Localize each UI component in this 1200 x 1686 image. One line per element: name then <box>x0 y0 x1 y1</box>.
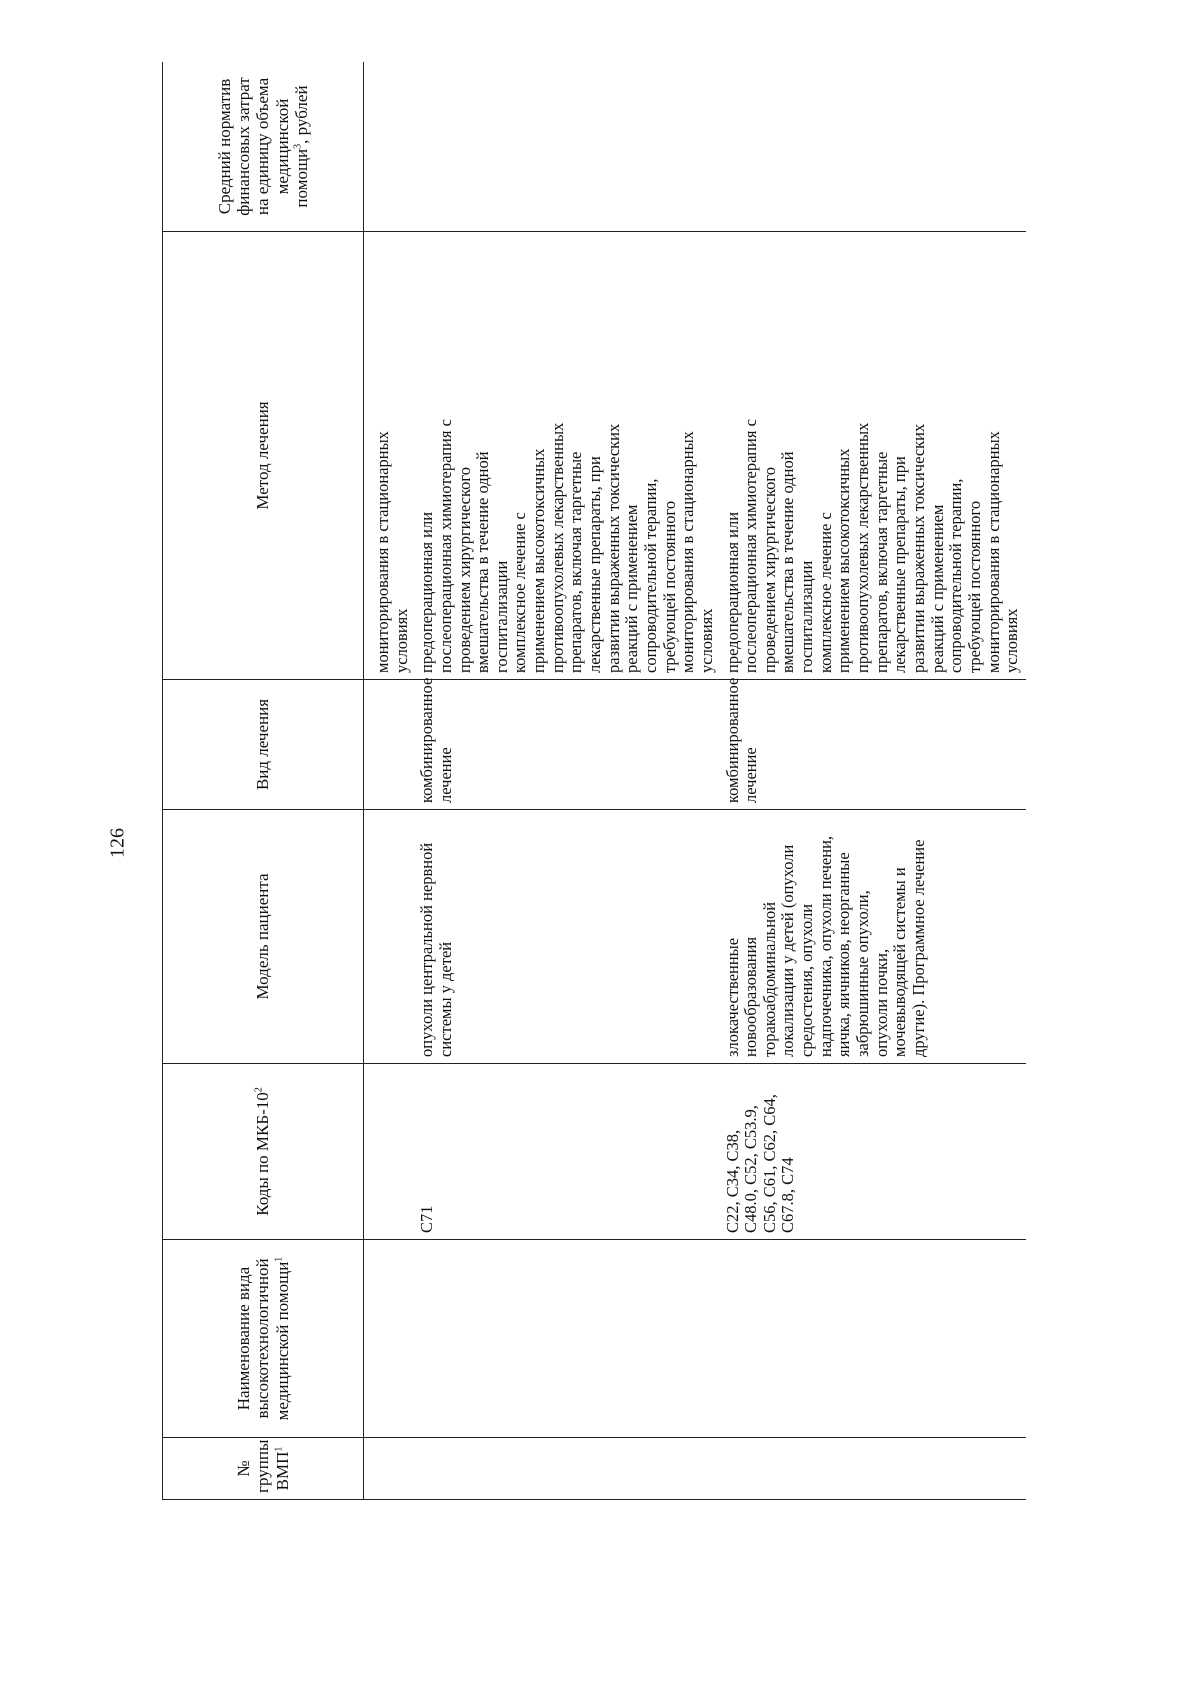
table-wrap <box>162 62 1162 1500</box>
header-row <box>163 62 364 1500</box>
cell-name <box>721 1240 1026 1438</box>
cell-group-no <box>364 1438 416 1500</box>
page-number: 126 <box>106 828 129 858</box>
header-name: Наименование вида высокотехнологичной медицинской помощи$^1$ <box>163 1240 364 1438</box>
table-row <box>415 62 720 1500</box>
cell-method: предоперационная или послеоперационная химиотерапия с проведением хирургического вмешательства в течение одной госпитализации комплексное лечение с применением высокотоксичных противоопухолевых лекарственных препаратов, включая таргетные лекарственные препараты, при развитии выраженных токсических реакций с применением сопроводительной терапии, требующей постоянного мониторирования в стационарных условиях <box>721 232 1026 680</box>
cell-model <box>364 810 416 1064</box>
cell-type: комбинированное лечение <box>415 680 720 810</box>
header-model: Модель пациента <box>163 810 364 1064</box>
cell-model: злокачественные новообразования торакоабдоминальной локализации у детей (опухоли средостения, опухоли надпочечника, опухоли печени, яичка, яичников, неорганные забрюшинные опухоли, опухоли почки, мочевыводящей системы и другие). Программное лечение <box>721 810 1026 1064</box>
cell-name <box>415 1240 720 1438</box>
cell-code <box>364 1064 416 1240</box>
vmp-table <box>162 62 1026 1500</box>
cell-code: C22, C34, C38, C48.0, C52, C53.9, C56, C61, C62, C64, C67.8, C74 <box>721 1064 1026 1240</box>
header-type: Вид лечения <box>163 680 364 810</box>
table-row <box>721 62 1026 1500</box>
cell-method: мониторирования в стационарных условиях <box>364 232 416 680</box>
cell-model: опухоли центральной нервной системы у детей <box>415 810 720 1064</box>
cell-code: C71 <box>415 1064 720 1240</box>
header-method: Метод лечения <box>163 232 364 680</box>
table-row <box>364 62 416 1500</box>
header-codes: Коды по МКБ-$10^2$ <box>163 1064 364 1240</box>
rotated-sheet <box>162 62 1162 1500</box>
cell-cost <box>721 62 1026 232</box>
cell-group-no <box>415 1438 720 1500</box>
cell-type: комбинированное лечение <box>721 680 1026 810</box>
header-group-no: № группы ВМП$^1$ <box>163 1438 364 1500</box>
cell-name <box>364 1240 416 1438</box>
header-cost: Средний норматив финансовых затрат на единицу объема медицинской помощи$^3$, рублей <box>163 62 364 232</box>
cell-cost <box>364 62 416 232</box>
cell-cost <box>415 62 720 232</box>
cell-group-no <box>721 1438 1026 1500</box>
cell-method: предоперационная или послеоперационная химиотерапия с проведением хирургического вмешательства в течение одной госпитализации комплексное лечение с применением высокотоксичных противоопухолевых лекарственных препаратов, включая таргетные лекарственные препараты, при развитии выраженных токсических реакций с применением сопроводительной терапии, требующей постоянного мониторирования в стационарных условиях <box>415 232 720 680</box>
cell-type <box>364 680 416 810</box>
